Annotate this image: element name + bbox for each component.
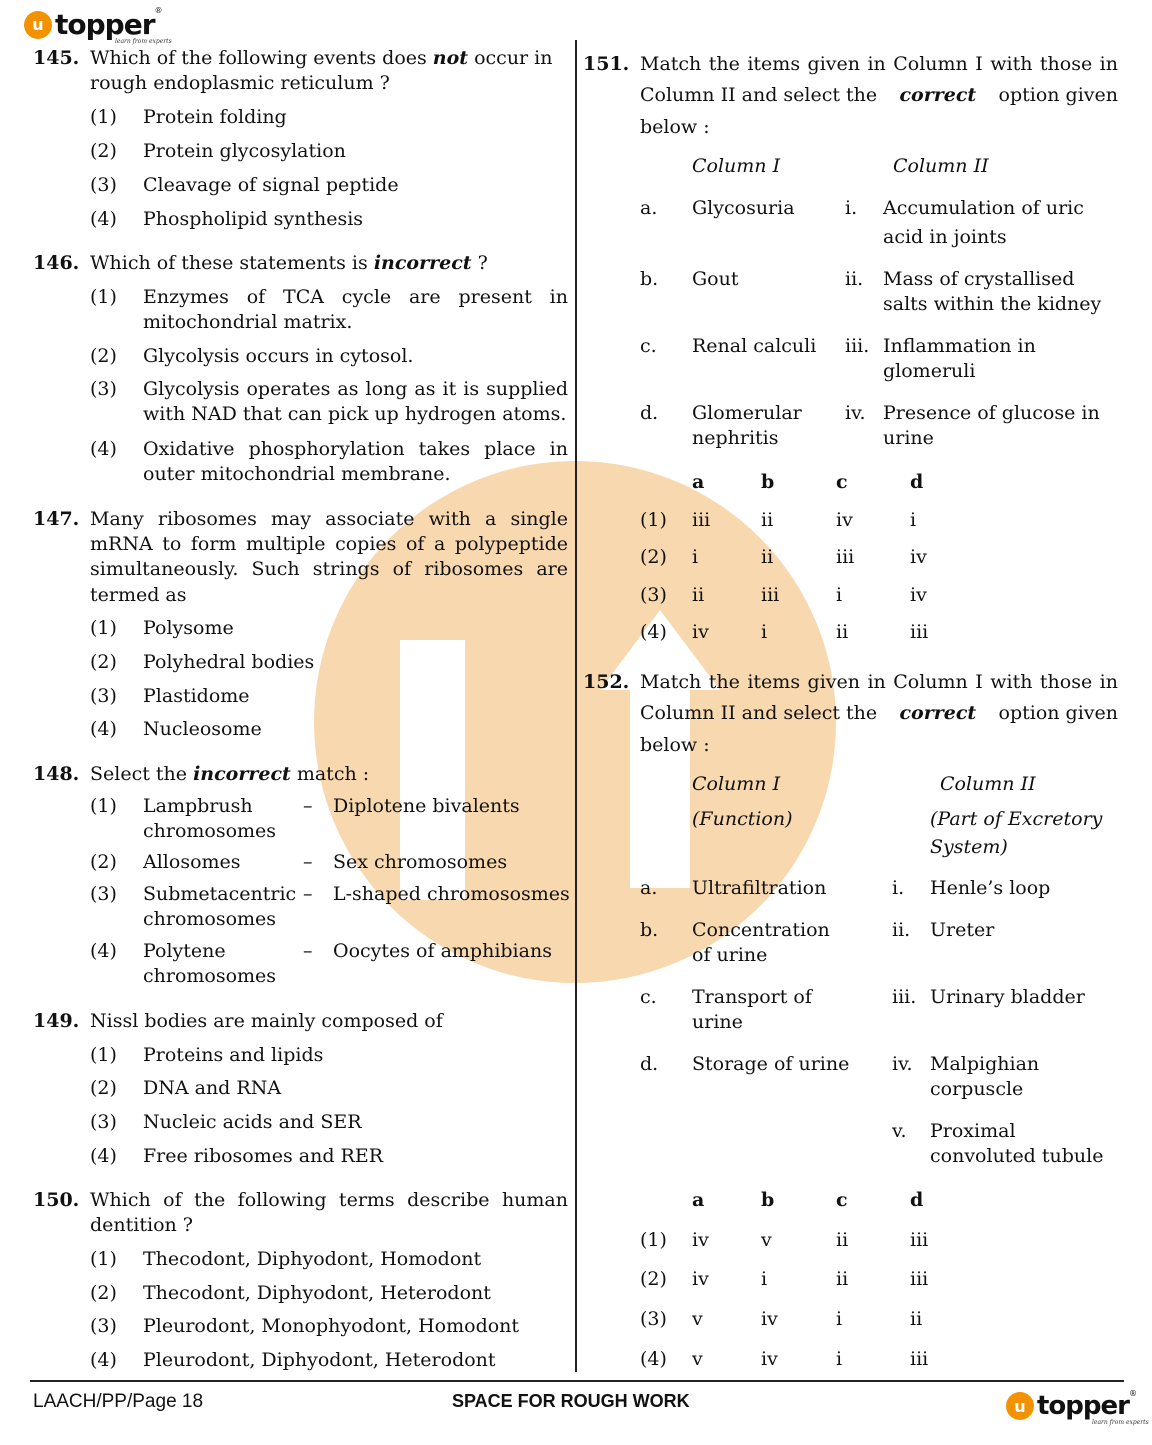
question-number: 150. [33, 1189, 80, 1211]
answer-cell: ii [836, 621, 849, 643]
answer-head-a: a [692, 471, 705, 493]
row-roman: ii. [892, 919, 911, 941]
column-2-subheader-line2: System) [930, 836, 1008, 858]
question-text: Which of the following events does not occur in [90, 47, 553, 69]
row-col2-line2: glomeruli [883, 360, 976, 382]
answer-head-a: a [692, 1189, 705, 1211]
row-col1-line2: of urine [692, 944, 768, 966]
answer-cell: i [836, 1308, 843, 1330]
row-roman: iv. [892, 1053, 913, 1075]
option-number: (2) [90, 1282, 117, 1304]
option-dash: – [303, 883, 313, 905]
answer-cell: iv [836, 509, 853, 531]
row-col2: Ureter [930, 919, 995, 941]
option-left-text[interactable]: Polytene [143, 940, 226, 962]
option-right-text: Sex chromosomes [333, 851, 508, 873]
row-key: b. [640, 919, 659, 941]
answer-cell: iv [761, 1348, 778, 1370]
option-text[interactable]: Glycolysis occurs in cytosol. [143, 345, 414, 367]
answer-cell: iii [910, 1268, 929, 1290]
option-right-text: L-shaped chromososmes [333, 883, 570, 905]
row-col2: Urinary bladder [930, 986, 1085, 1008]
row-col1: Glycosuria [692, 197, 795, 219]
rough-work-label: SPACE FOR ROUGH WORK [452, 1391, 690, 1411]
brand-tagline: learn from experts [115, 38, 172, 45]
question-number: 145. [33, 47, 80, 69]
answer-cell: iv [910, 546, 927, 568]
row-col1-line2: nephritis [692, 427, 779, 449]
row-col1: Gout [692, 268, 739, 290]
option-left-text[interactable]: Lampbrush [143, 795, 253, 817]
answer-option-number[interactable]: (4) [640, 621, 667, 643]
answer-cell: v [692, 1348, 703, 1370]
question-number: 149. [33, 1010, 80, 1032]
option-text[interactable]: Oxidative phosphorylation takes place in [143, 438, 568, 460]
footer-brand-logo [1006, 1389, 1137, 1421]
column-1-subheader: (Function) [692, 808, 793, 830]
answer-option-number[interactable]: (1) [640, 509, 667, 531]
question-text-line2: Column II and select the correct option given [640, 702, 1118, 724]
question-number: 151. [583, 53, 630, 75]
row-col2-line2: salts within the kidney [883, 293, 1102, 315]
option-number: (1) [90, 286, 117, 308]
option-number: (3) [90, 883, 117, 905]
option-text[interactable]: Pleurodont, Diphyodont, Heterodont [143, 1349, 496, 1371]
option-text[interactable]: Enzymes of TCA cycle are present in [143, 286, 568, 308]
row-col2-line2: corpuscle [930, 1078, 1024, 1100]
option-text[interactable]: Polyhedral bodies [143, 651, 315, 673]
row-col2-line2: acid in joints [883, 226, 1007, 248]
option-left-text[interactable]: Allosomes [143, 851, 241, 873]
option-number: (3) [90, 1315, 117, 1337]
answer-cell: ii [761, 546, 774, 568]
question-text-line2: dentition ? [90, 1214, 193, 1236]
answer-cell: ii [836, 1268, 849, 1290]
row-key: d. [640, 402, 659, 424]
option-text[interactable]: DNA and RNA [143, 1077, 282, 1099]
column-divider [575, 40, 577, 1372]
option-left-text[interactable]: Submetacentric [143, 883, 297, 905]
row-col2-line2: convoluted tubule [930, 1145, 1104, 1167]
footer-brand-mark: u [1006, 1392, 1034, 1420]
option-text[interactable]: Proteins and lipids [143, 1044, 324, 1066]
column-1-header: Column I [692, 155, 781, 177]
footer-brand-name: topper [1037, 1391, 1129, 1421]
answer-cell: iii [910, 621, 929, 643]
question-text-line2: rough endoplasmic reticulum ? [90, 72, 390, 94]
option-number: (2) [90, 651, 117, 673]
footer-brand-reg: ® [1128, 1389, 1137, 1398]
answer-cell: iv [692, 1268, 709, 1290]
option-number: (3) [90, 1111, 117, 1133]
footer-brand-tagline: learn from experts [1092, 1419, 1149, 1426]
row-col1-line2: urine [692, 1011, 743, 1033]
option-number: (4) [90, 1349, 117, 1371]
answer-cell: iv [910, 584, 927, 606]
column-2-subheader: (Part of Excretory [930, 808, 1103, 830]
question-text: Many ribosomes may associate with a single [90, 508, 568, 530]
option-number: (2) [90, 851, 117, 873]
answer-cell: iii [761, 584, 780, 606]
row-key: c. [640, 335, 657, 357]
answer-option-number[interactable]: (2) [640, 546, 667, 568]
question-text: Which of the following terms describe human [90, 1189, 568, 1211]
question-number: 146. [33, 252, 80, 274]
question-number: 152. [583, 671, 630, 693]
answer-cell: v [692, 1308, 703, 1330]
answer-cell: ii [692, 584, 705, 606]
answer-head-c: c [836, 471, 848, 493]
row-col2: Mass of crystallised [883, 268, 1075, 290]
row-key: b. [640, 268, 659, 290]
option-number: (3) [90, 685, 117, 707]
option-left-text-line2: chromosomes [143, 965, 277, 987]
answer-head-b: b [761, 1189, 775, 1211]
option-dash: – [303, 795, 313, 817]
answer-cell: i [761, 1268, 768, 1290]
question-text: Match the items given in Column I with those in [640, 53, 1118, 75]
option-number: (4) [90, 438, 117, 460]
answer-cell: i [692, 546, 699, 568]
answer-head-d: d [910, 1189, 924, 1211]
row-roman: i. [892, 877, 905, 899]
option-text[interactable]: Polysome [143, 617, 234, 639]
option-number: (4) [90, 1145, 117, 1167]
row-col2: Proximal [930, 1120, 1016, 1142]
row-key: a. [640, 197, 658, 219]
answer-option-number[interactable]: (1) [640, 1229, 667, 1251]
answer-cell: ii [761, 509, 774, 531]
option-dash: – [303, 851, 313, 873]
option-number: (2) [90, 140, 117, 162]
brand-mark: u [24, 11, 52, 39]
answer-cell: iii [692, 509, 711, 531]
question-text-line3: simultaneously. Such strings of ribosomes are [90, 558, 568, 580]
row-col2: Inflammation in [883, 335, 1036, 357]
row-key: a. [640, 877, 658, 899]
question-number: 147. [33, 508, 80, 530]
row-col2: Malpighian [930, 1053, 1040, 1075]
row-col1: Storage of urine [692, 1053, 850, 1075]
option-right-text: Diplotene bivalents [333, 795, 520, 817]
option-number: (1) [90, 1044, 117, 1066]
row-col1: Transport of [692, 986, 812, 1008]
answer-head-b: b [761, 471, 775, 493]
row-col2: Accumulation of uric [883, 197, 1084, 219]
brand-name: topper [55, 8, 155, 41]
answer-cell: i [910, 509, 917, 531]
question-text-line2: mRNA to form multiple copies of a polypeptide [90, 533, 568, 555]
row-roman: ii. [845, 268, 864, 290]
option-text[interactable]: Thecodont, Diphyodont, Heterodont [143, 1282, 491, 1304]
option-number: (4) [90, 940, 117, 962]
row-col2: Henle’s loop [930, 877, 1051, 899]
row-roman: iii. [892, 986, 917, 1008]
answer-cell: iii [910, 1229, 929, 1251]
option-text[interactable]: Nucleosome [143, 718, 262, 740]
row-roman: iv. [845, 402, 866, 424]
answer-cell: iv [692, 1229, 709, 1251]
option-left-text-line2: chromosomes [143, 908, 277, 930]
column-1-header: Column I [692, 773, 781, 795]
answer-cell: iv [761, 1308, 778, 1330]
answer-cell: ii [836, 1229, 849, 1251]
option-number: (1) [90, 795, 117, 817]
option-text[interactable]: Free ribosomes and RER [143, 1145, 384, 1167]
answer-cell: v [761, 1229, 772, 1251]
question-text-line3: below : [640, 116, 710, 138]
option-text[interactable]: Cleavage of signal peptide [143, 174, 399, 196]
question-text: Which of these statements is incorrect ? [90, 252, 488, 274]
answer-head-d: d [910, 471, 924, 493]
option-left-text-line2: chromosomes [143, 820, 277, 842]
option-text[interactable]: Plastidome [143, 685, 250, 707]
option-number: (4) [90, 718, 117, 740]
footer-divider [30, 1380, 1124, 1382]
row-key: d. [640, 1053, 659, 1075]
answer-head-c: c [836, 1189, 848, 1211]
answer-option-number[interactable]: (4) [640, 1348, 667, 1370]
brand-logo [24, 6, 163, 41]
option-number: (1) [90, 1248, 117, 1270]
brand-reg: ® [154, 6, 163, 15]
option-text[interactable]: Glycolysis operates as long as it is supplied [143, 378, 568, 400]
column-2-header: Column II [940, 773, 1036, 795]
answer-cell: iii [910, 1348, 929, 1370]
row-col2-line2: urine [883, 427, 934, 449]
question-text-line4: termed as [90, 584, 187, 606]
row-col1: Ultrafiltration [692, 877, 827, 899]
option-text[interactable]: Protein folding [143, 106, 287, 128]
answer-option-number[interactable]: (3) [640, 584, 667, 606]
question-text-line3: below : [640, 734, 710, 756]
option-text[interactable]: Nucleic acids and SER [143, 1111, 362, 1133]
option-dash: – [303, 940, 313, 962]
option-text-line2: mitochondrial matrix. [143, 311, 353, 333]
option-text[interactable]: Protein glycosylation [143, 140, 346, 162]
option-text[interactable]: Phospholipid synthesis [143, 208, 364, 230]
option-number: (4) [90, 208, 117, 230]
answer-cell: i [761, 621, 768, 643]
row-roman: i. [845, 197, 858, 219]
column-2-header: Column II [893, 155, 989, 177]
question-text: Match the items given in Column I with those in [640, 671, 1118, 693]
question-text: Select the incorrect match : [90, 763, 370, 785]
answer-cell: i [836, 584, 843, 606]
option-text[interactable]: Thecodont, Diphyodont, Homodont [143, 1248, 482, 1270]
option-text-line2: with NAD that can pick up hydrogen atoms. [143, 403, 567, 425]
option-number: (2) [90, 1077, 117, 1099]
answer-cell: i [836, 1348, 843, 1370]
row-roman: iii. [845, 335, 870, 357]
row-col1: Renal calculi [692, 335, 817, 357]
row-roman: v. [892, 1120, 907, 1142]
row-col2: Presence of glucose in [883, 402, 1100, 424]
option-right-text: Oocytes of amphibians [333, 940, 552, 962]
row-key: c. [640, 986, 657, 1008]
question-text: Nissl bodies are mainly composed of [90, 1010, 443, 1032]
question-number: 148. [33, 763, 80, 785]
answer-cell: iv [692, 621, 709, 643]
answer-option-number[interactable]: (3) [640, 1308, 667, 1330]
option-number: (1) [90, 617, 117, 639]
row-col1: Concentration [692, 919, 830, 941]
option-number: (2) [90, 345, 117, 367]
option-number: (3) [90, 378, 117, 400]
option-number: (1) [90, 106, 117, 128]
page-code: LAACH/PP/Page 18 [33, 1391, 204, 1412]
option-text-line2: outer mitochondrial membrane. [143, 463, 451, 485]
option-text[interactable]: Pleurodont, Monophyodont, Homodont [143, 1315, 520, 1337]
answer-cell: iii [836, 546, 855, 568]
row-col1: Glomerular [692, 402, 802, 424]
question-text-line2: Column II and select the correct option given [640, 84, 1118, 106]
option-number: (3) [90, 174, 117, 196]
answer-option-number[interactable]: (2) [640, 1268, 667, 1290]
answer-cell: ii [910, 1308, 923, 1330]
